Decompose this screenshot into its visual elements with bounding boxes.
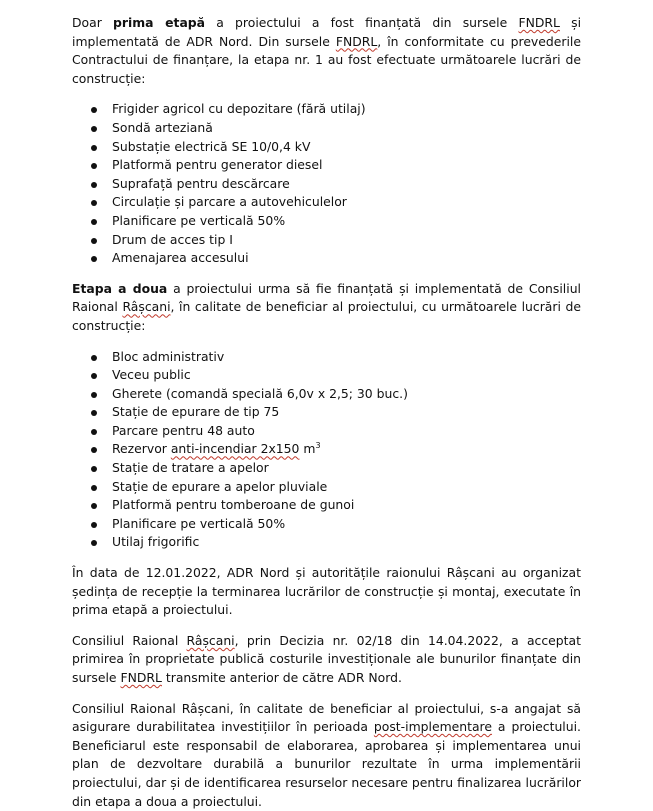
first-stage-works-list (72, 100, 581, 267)
second-stage-works-list (72, 348, 581, 553)
list-item (72, 138, 581, 157)
bullet-icon (91, 429, 97, 435)
superscript: 3 (315, 441, 321, 451)
list-item-text: Planificare pe verticală 50% (112, 212, 286, 228)
paragraph-first-stage (72, 14, 581, 88)
text-run: Doar (72, 15, 114, 30)
bullet-icon (91, 145, 97, 151)
list-item (72, 496, 581, 515)
bullet-icon (91, 355, 97, 361)
list-item (72, 231, 581, 250)
list-item-text: Platformă pentru tomberoane de gunoi (112, 497, 355, 513)
list-item (72, 119, 581, 138)
text-run: Consiliul Raional (72, 632, 187, 648)
list-item-text: Sondă arteziană (112, 119, 213, 135)
list-item (72, 385, 581, 404)
text-run: transmite anterior de către ADR Nord. (161, 670, 402, 685)
list-item (72, 422, 581, 441)
bullet-icon (91, 107, 97, 113)
bullet-icon (91, 182, 97, 188)
list-item (72, 515, 581, 534)
text-run: , în calitate de beneficiar al proiectului, cu următoarele lucrări de construcție: (72, 299, 581, 333)
list-item (72, 533, 581, 552)
bullet-icon (91, 447, 97, 453)
list-item-text: Frigider agricol cu depozitare (fără utilaj) (112, 101, 366, 117)
bullet-icon (91, 503, 97, 509)
list-item-text: Bloc administrativ (112, 348, 225, 364)
list-item (72, 366, 581, 385)
bold-text: Etapa a doua (72, 280, 168, 296)
text-run: , prin Decizia nr. 02/18 din 14.04.2022, a acceptat primirea în proprietate publică costurile investiționale ale bunurilor finanțate din sursele (72, 632, 581, 685)
list-item (72, 193, 581, 212)
bullet-icon (91, 410, 97, 416)
list-item-text: Platformă pentru generator diesel (112, 157, 323, 173)
list-item (72, 459, 581, 478)
list-item-text: Stație de epurare de tip 75 (112, 404, 280, 420)
list-item-text: Suprafață pentru descărcare (112, 175, 290, 191)
spellcheck-word[interactable]: FNDRL (120, 670, 162, 685)
text-run: și implementată de ADR Nord. Din sursele (72, 15, 582, 49)
list-item (72, 348, 581, 367)
list-item-text: Stație de tratare a apelor (112, 460, 269, 476)
list-item-text: Drum de acces tip I (112, 231, 233, 247)
bullet-icon (91, 485, 97, 491)
text-run: a proiectului urma să fie finanțată și implementată de Consiliul Raional (72, 280, 581, 315)
paragraph-reception: În data de 12.01.2022, ADR Nord și autoritățile raionului Râșcani au organizat ședința de recepție la terminarea lucrărilor de construcție și montaj, executate în prima etapă a proiectului. (72, 565, 581, 618)
bullet-icon (91, 126, 97, 132)
list-item-text: Parcare pentru 48 auto (112, 422, 255, 438)
list-item (72, 478, 581, 497)
list-item (72, 100, 581, 119)
list-item-text: Amenajarea accesului (112, 250, 249, 266)
bullet-icon (91, 540, 97, 546)
list-item (72, 212, 581, 231)
spellcheck-word[interactable]: anti-incendiar 2x150 (170, 441, 300, 457)
list-item-text: Stație de epurare a apelor pluviale (112, 478, 328, 494)
spellcheck-word[interactable]: FNDRL (335, 33, 378, 49)
bullet-icon (91, 200, 97, 206)
bullet-icon (91, 373, 97, 379)
bold-text: prima etapă (113, 15, 206, 30)
bullet-icon (91, 163, 97, 169)
spellcheck-word[interactable]: post-implementare (373, 719, 493, 735)
spellcheck-word[interactable]: FNDRL (518, 15, 560, 30)
text-run: a proiectului a fost finanțată din sursele (205, 15, 519, 30)
list-item-text: Circulație și parcare a autovehiculelor (112, 194, 347, 210)
text-run: a proiectului. Beneficiarul este responsabil de elaborarea, aprobarea și implementarea unui plan de dezvoltare durabilă a bunurilor rezultate în urma implementării proiectului, dar și de identificarea resurselor necesare pentru finalizarea lucrărilor din etapa a doua a proiectului. (72, 719, 581, 809)
list-item-text: Gherete (comandă specială 6,0v x 2,5; 30 buc.) (112, 385, 408, 401)
spellcheck-word[interactable]: Râșcani (186, 632, 235, 648)
list-item (72, 175, 581, 194)
list-item (72, 249, 581, 268)
text-run: , în conformitate cu prevederile Contractului de finanțare, la etapa nr. 1 au fost efectuate următoarele lucrări de construcție: (72, 33, 581, 86)
text-run: Consiliul Raional Râșcani, în calitate de beneficiar al proiectului, s-a angajat să asigurare durabilitatea investițiilor în perioada (72, 700, 581, 735)
text-run: m (299, 441, 316, 457)
bullet-icon (91, 466, 97, 472)
list-item-text: Utilaj frigorific (112, 534, 200, 550)
bullet-icon (91, 238, 97, 244)
bullet-icon (91, 392, 97, 398)
bullet-icon (91, 219, 97, 225)
spellcheck-word[interactable]: Râșcani (122, 299, 171, 315)
bullet-icon (91, 256, 97, 262)
list-item (72, 156, 581, 175)
list-item-text: Substație electrică SE 10/0,4 kV (112, 138, 311, 154)
paragraph-second-stage (72, 280, 581, 336)
list-item-text: Planificare pe verticală 50% (112, 515, 286, 531)
paragraph-council-decision (72, 632, 581, 688)
text-run: Rezervor (112, 441, 171, 457)
bullet-icon (91, 522, 97, 528)
list-item (72, 440, 581, 459)
list-item-text: Veceu public (112, 367, 191, 383)
paragraph-sustainability (72, 700, 581, 811)
list-item (72, 403, 581, 422)
